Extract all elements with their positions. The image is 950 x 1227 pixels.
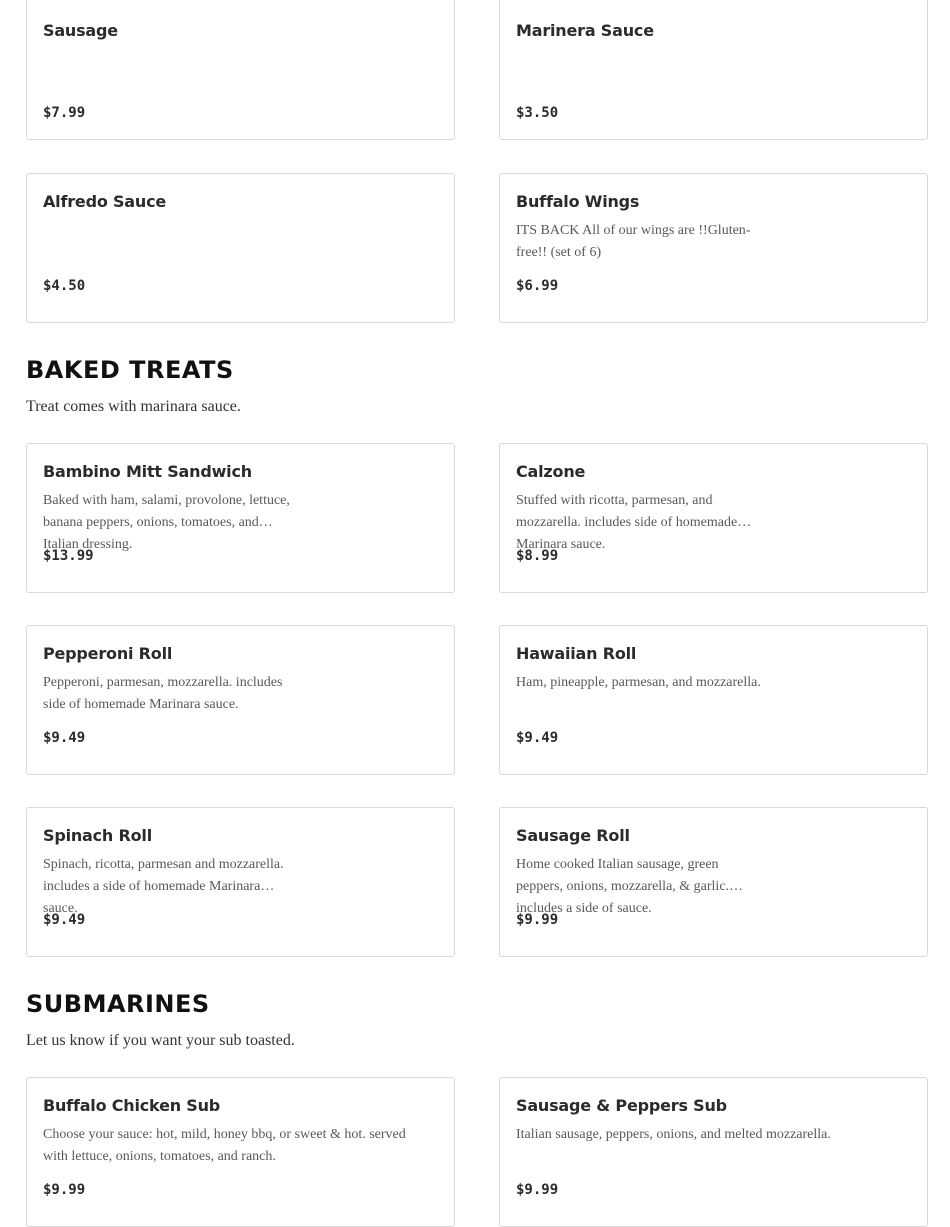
item-price: $7.99 [43, 105, 86, 121]
menu-item-card[interactable] [499, 173, 928, 323]
item-name: Hawaiian Roll [516, 644, 637, 663]
menu-item-card[interactable] [499, 807, 928, 957]
section-title-submarines: SUBMARINES [26, 990, 210, 1018]
item-name: Alfredo Sauce [43, 192, 167, 211]
item-name: Sausage & Peppers Sub [516, 1096, 727, 1115]
item-price: $9.49 [43, 912, 86, 928]
item-name: Calzone [516, 462, 586, 481]
item-description: Home cooked Italian sausage, green peppers, onions, mozzarella, & garlic. includes a side of sauce. [516, 857, 730, 916]
item-description: Ham, pineapple, parmesan, and mozzarella. [516, 675, 761, 690]
menu-item-card[interactable] [26, 443, 455, 593]
item-description: Pepperoni, parmesan, mozzarella. includes side of homemade Marinara sauce. [43, 675, 283, 712]
item-price: $9.99 [43, 1182, 86, 1198]
item-price: $3.50 [516, 105, 559, 121]
item-description: Baked with ham, salami, provolone, lettuce, banana peppers, onions, tomatoes, and Italian dressing. [43, 493, 290, 552]
item-name: Buffalo Wings [516, 192, 640, 211]
item-name: Pepperoni Roll [43, 644, 173, 663]
menu-item-card[interactable] [26, 807, 455, 957]
item-price: $6.99 [516, 278, 559, 294]
item-name: Bambino Mitt Sandwich [43, 462, 252, 481]
item-description: ITS BACK All of our wings are !!Gluten-free!! (set of 6) [516, 223, 751, 260]
item-price: $4.50 [43, 278, 86, 294]
item-name: Buffalo Chicken Sub [43, 1096, 221, 1115]
menu-item-card[interactable] [26, 625, 455, 775]
item-price: $13.99 [43, 548, 94, 564]
item-name: Marinera Sauce [516, 21, 654, 40]
item-description: Choose your sauce: hot, mild, honey bbq, or sweet & hot. served with lettuce, onions, tomatoes, and ranch. [43, 1127, 406, 1164]
section-subtitle-baked-treats: Treat comes with marinara sauce. [26, 398, 241, 415]
menu-item-card[interactable] [499, 0, 928, 140]
item-name: Sausage [43, 21, 118, 40]
menu-item-card[interactable] [26, 173, 455, 323]
menu-item-card[interactable] [499, 1077, 928, 1227]
item-description: Spinach, ricotta, parmesan and mozzarella. includes a side of homemade Marinara sauce. [43, 857, 284, 916]
item-price: $8.99 [516, 548, 559, 564]
item-price: $9.99 [516, 912, 559, 928]
item-price: $9.99 [516, 1182, 559, 1198]
menu-item-card[interactable] [26, 1077, 455, 1227]
item-description: Stuffed with ricotta, parmesan, and mozzarella. includes side of homemade Marinara sauce. [516, 493, 738, 552]
item-name: Sausage Roll [516, 826, 630, 845]
item-price: $9.49 [516, 730, 559, 746]
item-description: Italian sausage, peppers, onions, and melted mozzarella. [516, 1127, 831, 1142]
section-subtitle-submarines: Let us know if you want your sub toasted. [26, 1032, 295, 1049]
menu-item-card[interactable] [26, 0, 455, 140]
menu-item-card[interactable] [499, 625, 928, 775]
section-title-baked-treats: BAKED TREATS [26, 356, 234, 384]
item-name: Spinach Roll [43, 826, 152, 845]
menu-item-card[interactable] [499, 443, 928, 593]
item-price: $9.49 [43, 730, 86, 746]
